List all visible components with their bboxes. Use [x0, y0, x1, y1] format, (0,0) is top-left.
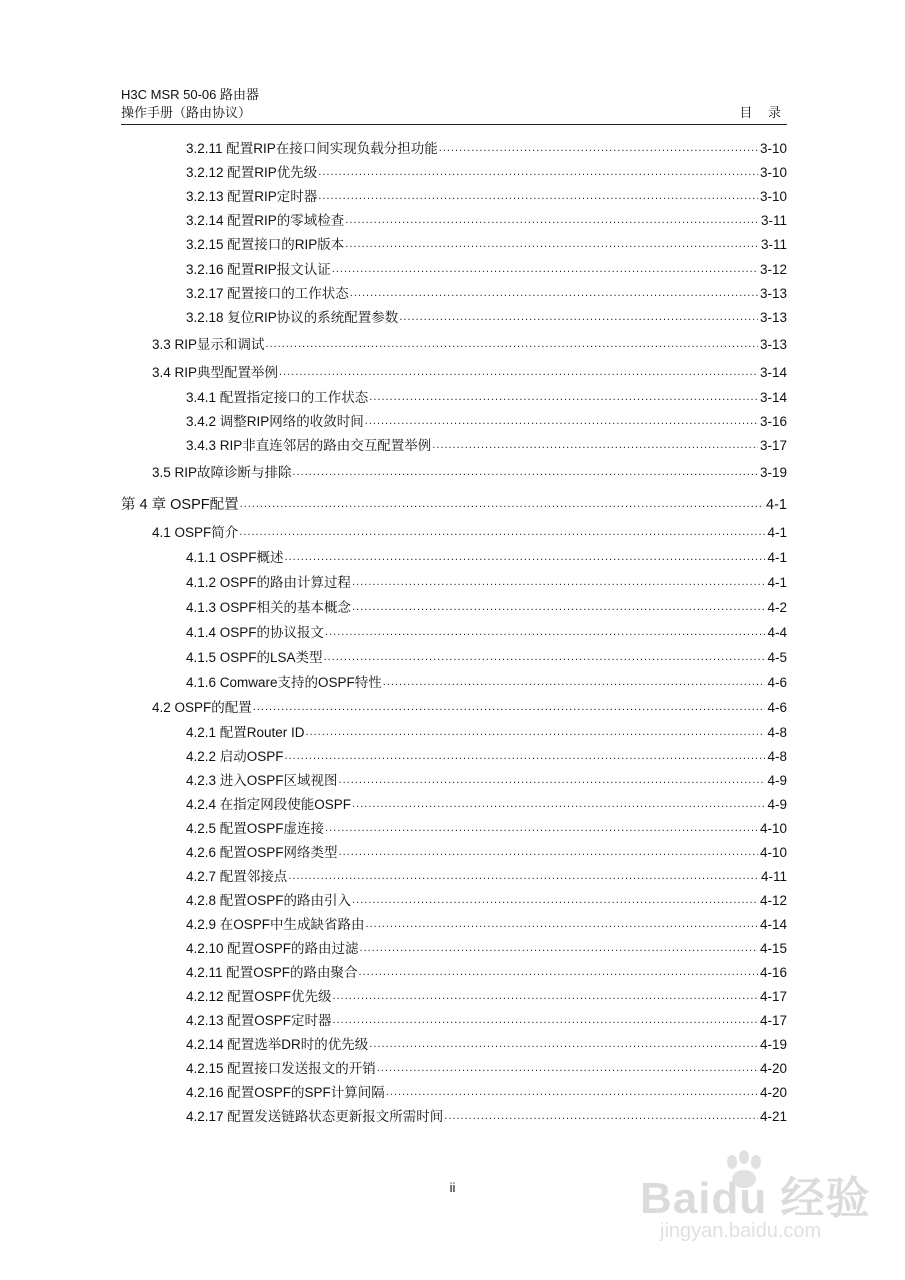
toc-entry[interactable]: 4.2.13 配置OSPF定时器 ..... 4-17	[186, 1010, 787, 1030]
toc-entry[interactable]: 4.2.17 配置发送链路状态更新报文所需时间 ..... 4-21	[186, 1106, 787, 1126]
toc-entry[interactable]: 3.4.2 调整RIP网络的收敛时间 ..... 3-16	[186, 411, 787, 431]
watermark-url: jingyan.baidu.com	[660, 1220, 822, 1242]
toc-entry[interactable]: 4.2.9 在OSPF中生成缺省路由 ..... 4-14	[186, 914, 787, 934]
toc-entry[interactable]: 3.3 RIP显示和调试 ..... 3-13	[152, 334, 787, 354]
toc-entry[interactable]: 4.2.6 配置OSPF网络类型 ..... 4-10	[186, 842, 787, 862]
toc-entry[interactable]: 4.1.1 OSPF概述 ..... 4-1	[186, 547, 787, 567]
toc-entry[interactable]: 4.2.5 配置OSPF虚连接 ..... 4-10	[186, 818, 787, 838]
toc-entry[interactable]: 3.4.3 RIP非直连邻居的路由交互配置举例 ..... 3-17	[186, 435, 787, 455]
baidu-watermark	[640, 1150, 890, 1260]
toc-entry[interactable]: 4.1 OSPF简介 ..... 4-1	[152, 522, 787, 542]
toc-entry[interactable]: 4.1.3 OSPF相关的基本概念 ..... 4-2	[186, 597, 787, 617]
toc-entry[interactable]: 3.4 RIP典型配置举例 ..... 3-14	[152, 362, 787, 382]
toc-entry[interactable]: 3.4.1 配置指定接口的工作状态 ..... 3-14	[186, 387, 787, 407]
toc-entry[interactable]: 3.2.13 配置RIP定时器 ..... 3-10	[186, 186, 787, 206]
toc-entry[interactable]: 4.2.8 配置OSPF的路由引入 ..... 4-12	[186, 890, 787, 910]
toc-entry[interactable]: 4.2.7 配置邻接点 ..... 4-11	[186, 866, 787, 886]
header-rule	[121, 124, 787, 125]
toc-entry[interactable]: 4.2.3 进入OSPF区域视图 ..... 4-9	[186, 770, 787, 790]
toc-entry[interactable]: 4.2.14 配置选举DR时的优先级 ..... 4-19	[186, 1034, 787, 1054]
toc-entry[interactable]: 4.2.4 在指定网段使能OSPF ..... 4-9	[186, 794, 787, 814]
toc-entry[interactable]: 4.2.15 配置接口发送报文的开销 ..... 4-20	[186, 1058, 787, 1078]
toc-entry[interactable]: 3.2.15 配置接口的RIP版本 ..... 3-11	[186, 234, 787, 254]
toc-entry[interactable]: 4.2.1 配置Router ID ..... 4-8	[186, 722, 787, 742]
toc-entry[interactable]: 4.2.2 启动OSPF ..... 4-8	[186, 746, 787, 766]
toc-entry[interactable]: 4.1.5 OSPF的LSA类型 ..... 4-5	[186, 647, 787, 667]
toc-entry[interactable]: 4.1.4 OSPF的协议报文 ..... 4-4	[186, 622, 787, 642]
toc-chapter[interactable]: 第 4 章 OSPF配置 ..... 4-1	[121, 494, 787, 514]
toc-entry[interactable]: 4.2.12 配置OSPF优先级 ..... 4-17	[186, 986, 787, 1006]
watermark-brand: Baidu 经验	[640, 1174, 871, 1223]
toc-entry[interactable]: 4.2.16 配置OSPF的SPF计算间隔 ..... 4-20	[186, 1082, 787, 1102]
header-product: H3C MSR 50-06 路由器	[121, 87, 259, 102]
toc-entry[interactable]: 3.2.12 配置RIP优先级 ..... 3-10	[186, 162, 787, 182]
toc-entry[interactable]: 4.2.10 配置OSPF的路由过滤 ..... 4-15	[186, 938, 787, 958]
header-manual: 操作手册（路由协议）	[121, 105, 252, 120]
toc-entry[interactable]: 4.2 OSPF的配置 ..... 4-6	[152, 697, 787, 717]
toc-entry[interactable]: 3.2.16 配置RIP报文认证 ..... 3-12	[186, 259, 787, 279]
header-section: 目 录	[739, 105, 787, 120]
toc-entry[interactable]: 3.5 RIP故障诊断与排除 ..... 3-19	[152, 462, 787, 482]
toc-entry[interactable]: 3.2.14 配置RIP的零域检查 ..... 3-11	[186, 210, 787, 230]
toc-entry[interactable]: 4.2.11 配置OSPF的路由聚合 ..... 4-16	[186, 962, 787, 982]
page-number: ii	[449, 1180, 456, 1195]
toc-entry[interactable]: 3.2.18 复位RIP协议的系统配置参数 ..... 3-13	[186, 307, 787, 327]
toc-entry[interactable]: 3.2.17 配置接口的工作状态 ..... 3-13	[186, 283, 787, 303]
toc-entry[interactable]: 4.1.6 Comware支持的OSPF特性 ..... 4-6	[186, 672, 787, 692]
toc-entry[interactable]: 3.2.11 配置RIP在接口间实现负载分担功能 ..... 3-10	[186, 138, 787, 158]
toc-entry[interactable]: 4.1.2 OSPF的路由计算过程 ..... 4-1	[186, 572, 787, 592]
page-header	[121, 86, 787, 122]
